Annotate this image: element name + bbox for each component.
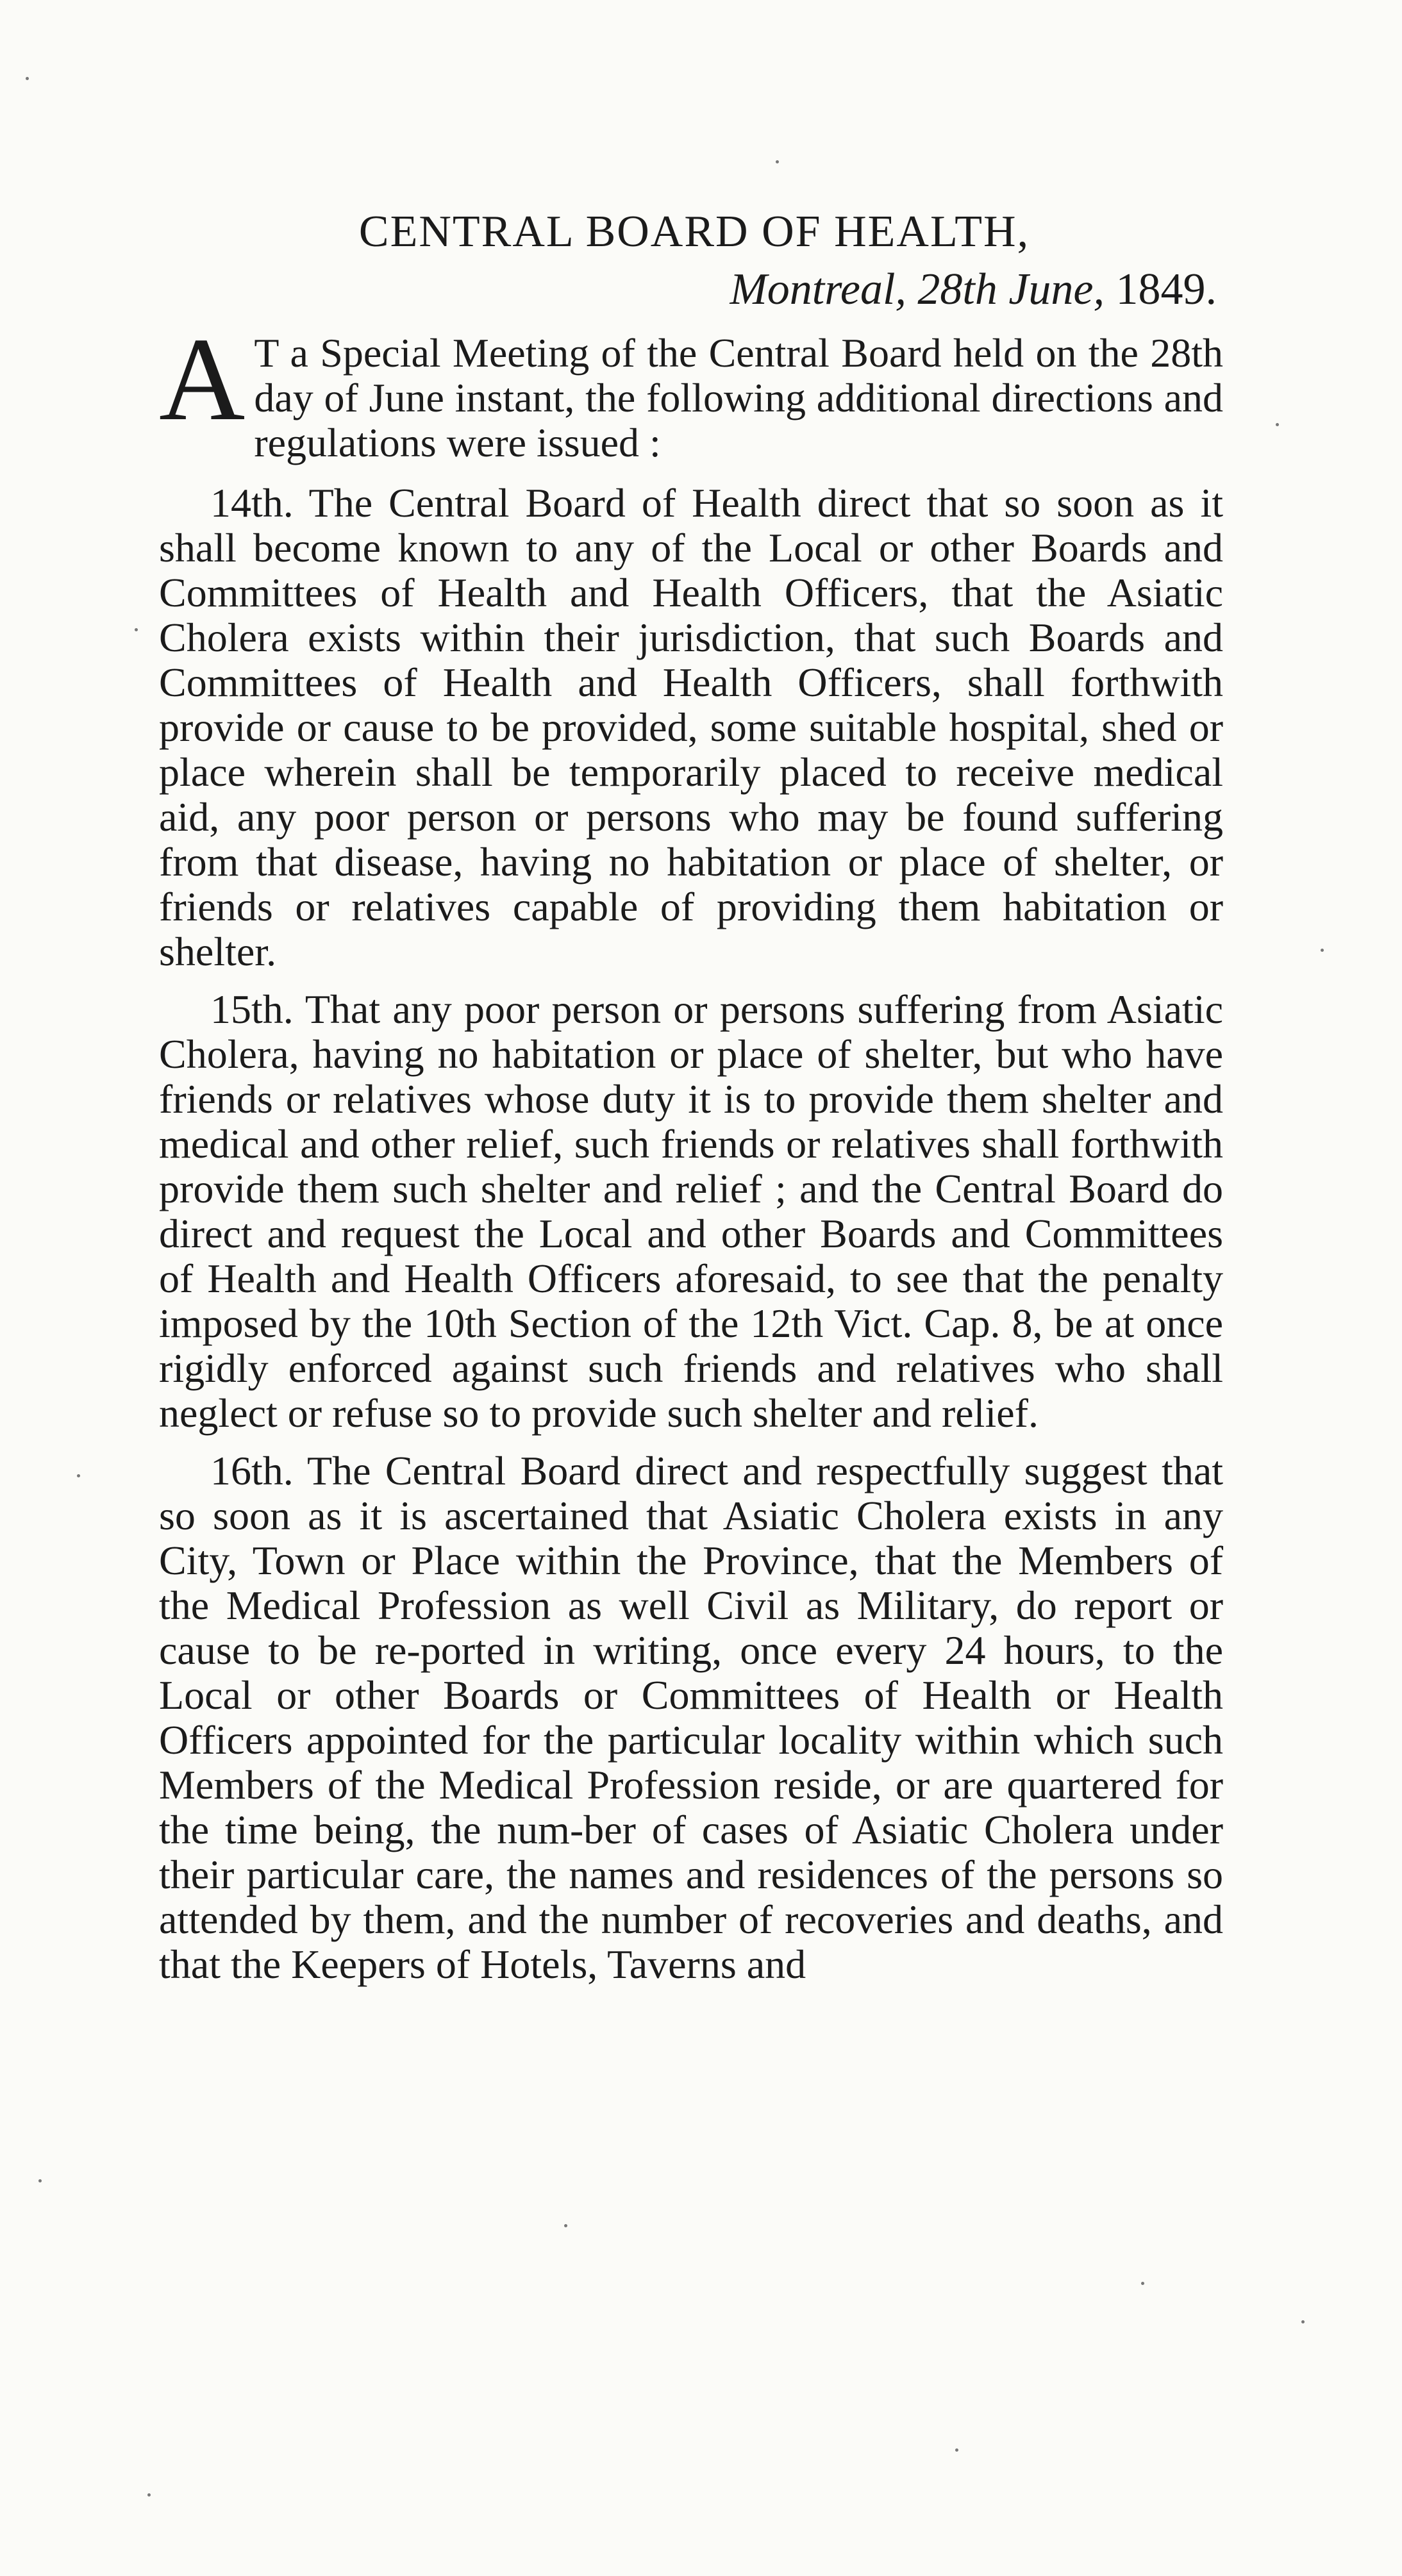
dateline-year: 1849. (1115, 265, 1217, 314)
paper-speck (564, 2224, 567, 2227)
drop-cap: A (159, 313, 246, 445)
paper-speck (1141, 2282, 1144, 2285)
dateline (159, 263, 1223, 317)
paper-speck (38, 2179, 42, 2182)
intro-text: T a Special Meeting of the Central Board held on the 28th day of June instant, the following additional directions and regulations were issued : (254, 330, 1223, 465)
notice-title: CENTRAL BOARD OF HEALTH, (358, 207, 1030, 256)
regulation-15th: 15th. That any poor person or persons suffering from Asiatic Cholera, having no habitation or place of shelter, but who have friends or relatives whose duty it is to provide them shelter and medical and other relief, such friends or relatives shall forthwith provide them such shelter and relief ; and the Central Board do direct and request the Local and other Boards and Committees of Health and Health Officers aforesaid, to see that the penalty imposed by the 10th Section of the 12th Vict. Cap. 8, be at once rigidly enforced against such friends and relatives who shall neglect or refuse so to provide such shelter and relief. (159, 986, 1223, 1436)
paper-speck (26, 77, 29, 80)
intro-paragraph (159, 313, 1223, 465)
regulation-16th: 16th. The Central Board direct and respectfully suggest that so soon as it is ascertained that Asiatic Cholera exists in any City, Town or Place within the Province, that the Members of the Medical Profession as well Civil as Military, do report or cause to be re-ported in writing, once every 24 hours, to the Local or other Boards or Committees of Health or Health Officers appointed for the particular locality within which such Members of the Medical Profession reside, or are quartered for the time being, the num-ber of cases of Asiatic Cholera under their particular care, the names and residences of the persons so attended by them, and the number of recoveries and deaths, and that the Keepers of Hotels, Taverns and (159, 1448, 1223, 1987)
paper-speck (77, 1474, 80, 1477)
paper-speck (776, 160, 779, 163)
notice-body (159, 205, 1223, 2000)
paper-speck (1276, 423, 1279, 426)
dateline-date: 28th June, (917, 265, 1105, 314)
paper-speck (1321, 949, 1324, 952)
regulation-14th: 14th. The Central Board of Health direct that so soon as it shall become known to any of the Local or other Boards and Committees of Health and Health Officers, that the Asiatic Cholera exists within their jurisdiction, that such Boards and Committees of Health and Health Officers, shall forthwith provide or cause to be provided, some suitable hospital, shed or place wherein shall be temporarily placed to receive medical aid, any poor person or persons who may be found suffering from that disease, having no habitation or place of shelter, or friends or relatives capable of providing them habitation or shelter. (159, 480, 1223, 974)
paper-speck (1301, 2320, 1305, 2323)
dateline-place: Montreal, (730, 265, 906, 314)
paper-speck (147, 2493, 151, 2497)
paper-speck (955, 2448, 958, 2452)
paper-speck (135, 628, 138, 631)
